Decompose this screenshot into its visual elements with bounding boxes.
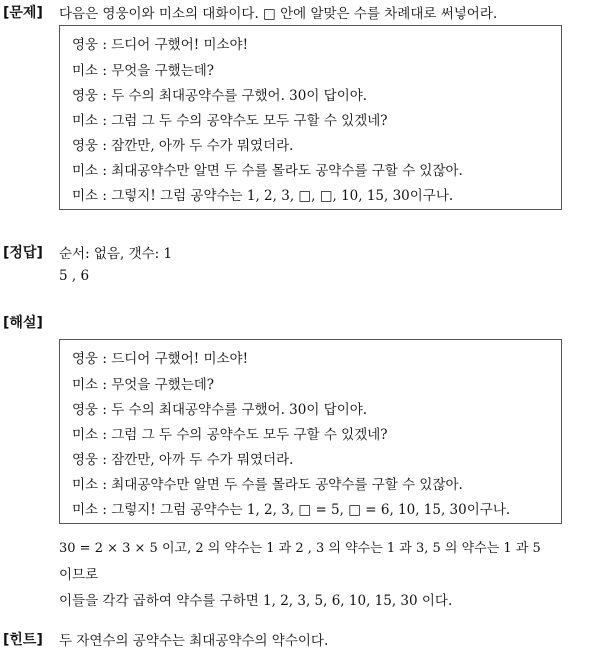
explanation-dialogue-box — [59, 339, 562, 524]
dialogue-line: 영웅 : 드디어 구했어! 미소야! — [72, 351, 249, 367]
dialogue-line: 미소 : 그렇지! 그럼 공약수는 1, 2, 3, □ = 5, □ = 6, 10, 15, 30이구나. — [72, 502, 511, 518]
explanation-text-line-3: 이들을 각각 곱하여 약수를 구하면 1, 2, 3, 5, 6, 10, 15, 30 이다. — [59, 593, 453, 609]
dialogue-line: 미소 : 그렇지! 그럼 공약수는 1, 2, 3, □, □, 10, 15, 30이구나. — [72, 188, 454, 204]
problem-instruction: 다음은 영웅이와 미소의 대화이다. □ 안에 알맞은 수를 차례대로 써넣어라. — [59, 6, 498, 22]
hint-text: 두 자연수의 공약수는 최대공약수의 약수이다. — [59, 633, 329, 649]
dialogue-line: 영웅 : 잠깐만, 아까 두 수가 뭐였더라. — [72, 138, 294, 154]
answer-value: 5 , 6 — [59, 268, 90, 284]
dialogue-line: 미소 : 최대공약수만 알면 두 수를 몰라도 공약수를 구할 수 있잖아. — [72, 477, 463, 493]
problem-dialogue-box — [59, 25, 562, 210]
answer-meta: 순서: 없음, 갯수: 1 — [59, 246, 173, 262]
problem-tag: [문제] — [3, 5, 43, 21]
dialogue-line: 미소 : 무엇을 구했는데? — [72, 63, 215, 79]
dialogue-line: 영웅 : 두 수의 최대공약수를 구했어. 30이 답이야. — [72, 402, 368, 418]
dialogue-line: 미소 : 무엇을 구했는데? — [72, 377, 215, 393]
hint-tag: [힌트] — [3, 632, 43, 648]
explanation-text-line-2: 이므로 — [59, 567, 99, 583]
explanation-tag: [해설] — [3, 315, 43, 331]
dialogue-line: 미소 : 그럼 그 두 수의 공약수도 모두 구할 수 있겠네? — [72, 427, 388, 443]
dialogue-line: 미소 : 최대공약수만 알면 두 수를 몰라도 공약수를 구할 수 있잖아. — [72, 163, 463, 179]
dialogue-line: 영웅 : 두 수의 최대공약수를 구했어. 30이 답이야. — [72, 88, 368, 104]
explanation-text-line-1: 30 = 2 × 3 × 5 이고, 2 의 약수는 1 과 2 , 3 의 약수는 1 과 3, 5 의 약수는 1 과 5 — [59, 541, 541, 556]
answer-tag: [정답] — [3, 245, 43, 261]
dialogue-line: 영웅 : 잠깐만, 아까 두 수가 뭐였더라. — [72, 452, 294, 468]
dialogue-line: 미소 : 그럼 그 두 수의 공약수도 모두 구할 수 있겠네? — [72, 113, 388, 129]
dialogue-line: 영웅 : 드디어 구했어! 미소야! — [72, 37, 249, 53]
